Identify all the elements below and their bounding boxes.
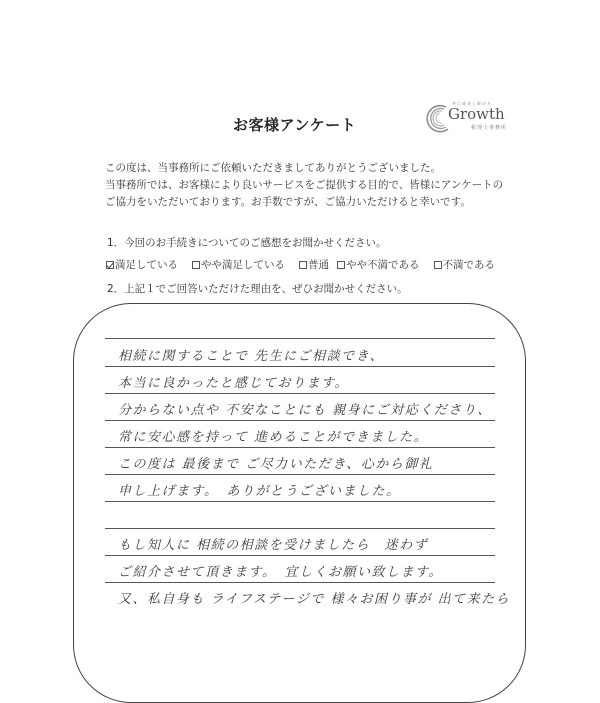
intro-line: 当事務所では、お客様により良いサービスをご提供する目的で、皆様にアンケートの (105, 179, 504, 191)
logo-tagline: 共に成長し続ける。 (452, 101, 497, 106)
question-2-label: 2．上記１でご回答いただけた理由を、ぜひお聞かせください。 (107, 283, 408, 295)
checkbox-icon[interactable] (434, 261, 442, 269)
ruled-line (105, 420, 495, 421)
logo-brand: Growth (448, 105, 505, 123)
question-1-options (106, 257, 509, 272)
checkbox-icon[interactable] (192, 261, 200, 269)
handwritten-line: 又、私自身も ライフステージで 様々お困り事が 出て来たら (118, 592, 511, 607)
handwritten-line: 常に安心感を持って 進めることができました。 (118, 430, 429, 445)
ruled-line (105, 528, 495, 529)
ruled-line (105, 555, 495, 556)
ruled-line (105, 393, 495, 394)
option-somewhat-dissatisfied[interactable] (337, 257, 420, 272)
handwritten-line: 本当に良かったと感じております。 (118, 376, 349, 391)
option-label: 満足している (115, 259, 178, 271)
intro-text (105, 160, 503, 211)
intro-line: この度は、当事務所にご依頼いただきましてありがとうございました。 (105, 162, 441, 174)
ruled-line (105, 366, 495, 367)
option-label: やや不満である (346, 259, 420, 271)
handwritten-line: この度は 最後まで ご尽力いただき、心から御礼 (118, 457, 434, 472)
ruled-line (105, 582, 495, 583)
page-title: お客様アンケート (233, 116, 357, 134)
handwritten-line: もし知人に 相続の相談を受けましたら 迷わず (118, 538, 429, 553)
growth-logo (426, 99, 521, 137)
handwritten-line: 相続に関することで 先生にご相談でき、 (118, 349, 385, 364)
option-neutral[interactable] (299, 257, 329, 272)
checkbox-icon[interactable] (337, 261, 345, 269)
ruled-line (105, 501, 495, 502)
ruled-line (105, 447, 495, 448)
option-label: 不満である (442, 259, 495, 271)
checkbox-icon[interactable] (299, 261, 307, 269)
option-somewhat-satisfied[interactable] (192, 257, 285, 272)
handwritten-line: 分からない点や 不安なことにも 親身にご対応くださり、 (118, 403, 492, 418)
logo-subtitle: 税理士事務所 (471, 125, 508, 131)
option-label: 普通 (308, 259, 329, 271)
question-1-label: 1．今回のお手続きについてのご感想をお聞かせください。 (107, 237, 387, 249)
intro-line: ご協力をいただいております。お手数ですが、ご協力いただけると幸いです。 (105, 196, 471, 208)
ruled-line (105, 338, 495, 339)
handwritten-line: ご紹介させて頂きます。 宜しくお願い致します。 (118, 565, 443, 580)
checkbox-checked-icon[interactable] (106, 261, 114, 269)
option-label: やや満足している (201, 259, 285, 271)
ruled-line (105, 474, 495, 475)
handwritten-line: 申し上げます。 ありがとうございました。 (118, 484, 401, 499)
option-dissatisfied[interactable] (434, 257, 496, 272)
option-satisfied[interactable] (106, 257, 178, 272)
